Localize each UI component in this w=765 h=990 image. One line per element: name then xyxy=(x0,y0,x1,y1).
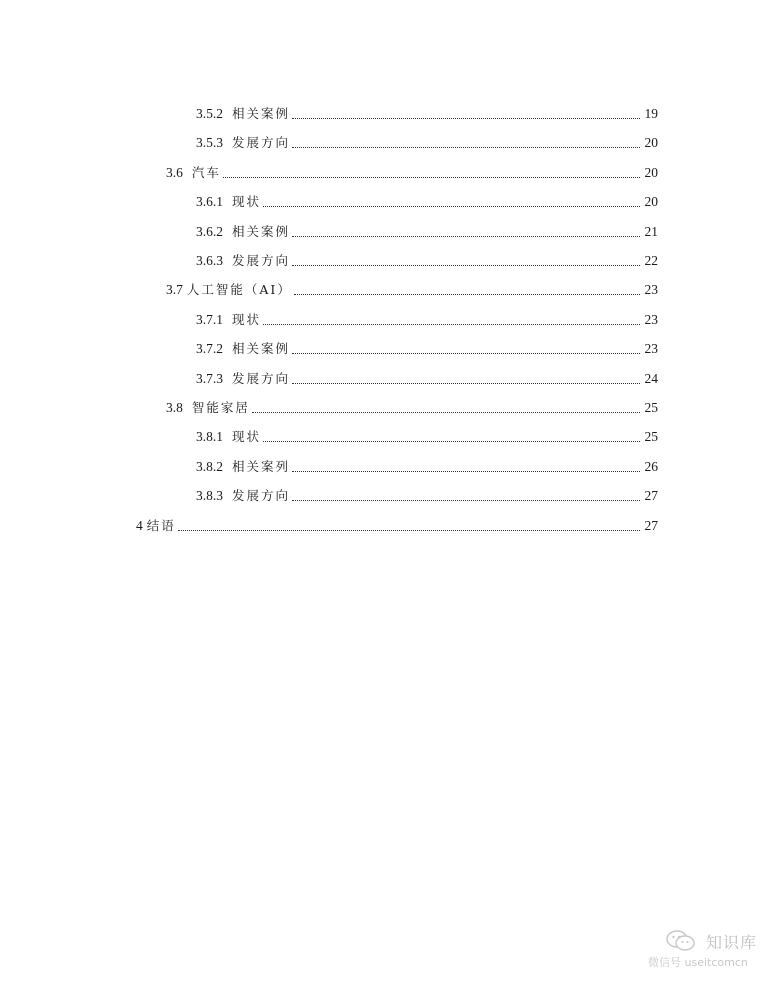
toc-entry-title: 发展方向 xyxy=(232,135,291,151)
toc-entry-number: 3.6.2 xyxy=(196,223,223,239)
toc-entry xyxy=(136,516,658,536)
toc-entry-number: 3.6.3 xyxy=(196,253,223,268)
dot-leader xyxy=(292,133,640,153)
toc-entry xyxy=(166,163,658,183)
toc-entry-title: 相关案例 xyxy=(232,341,291,357)
toc-entry-title: 结语 xyxy=(146,517,176,533)
dot-leader xyxy=(292,486,640,506)
toc-entry xyxy=(196,486,658,506)
toc-entry-title: 发展方向 xyxy=(232,370,291,386)
toc-entry xyxy=(196,310,658,330)
dot-leader xyxy=(252,398,640,418)
toc-entry-page: 23 xyxy=(644,311,658,327)
watermark-name: 知识库 xyxy=(706,933,758,952)
toc-entry xyxy=(196,427,658,447)
toc-entry-title: 相关案例 xyxy=(232,223,291,239)
toc-entry-page: 27 xyxy=(644,488,658,504)
toc-entry-page: 25 xyxy=(644,429,658,445)
toc-entry-title: 现状 xyxy=(232,194,262,210)
toc-entry xyxy=(196,104,658,124)
toc-entry-page: 26 xyxy=(644,458,658,474)
dot-leader xyxy=(263,427,640,447)
toc-entry xyxy=(166,280,658,300)
toc-entry-number: 3.6.1 xyxy=(196,194,223,210)
toc-entry-page: 20 xyxy=(644,135,658,151)
toc-entry-title: 人工智能（AI） xyxy=(186,282,292,298)
dot-leader xyxy=(263,192,640,212)
toc-entry xyxy=(196,369,658,389)
toc-entry-page: 23 xyxy=(644,282,658,298)
dot-leader xyxy=(223,163,640,183)
toc-entry-number: 3.8.2 xyxy=(196,458,223,474)
dot-leader xyxy=(178,516,640,536)
toc-entry xyxy=(196,222,658,242)
toc-entry xyxy=(196,133,658,153)
watermark-subtitle: 微信号 useitcomcn xyxy=(648,956,748,969)
toc-entry-number: 3.6 xyxy=(166,164,183,180)
toc-entry-title: 现状 xyxy=(232,311,262,327)
toc-entry-page: 24 xyxy=(644,370,658,386)
toc-entry-number: 3.8.1 xyxy=(196,429,223,445)
toc-entry-page: 27 xyxy=(644,517,658,533)
dot-leader xyxy=(292,104,640,124)
toc-entry-title: 现状 xyxy=(232,429,262,445)
toc-entry-page: 25 xyxy=(644,400,658,415)
toc-entry xyxy=(196,457,658,477)
toc-entry-number: 3.7.2 xyxy=(196,341,223,357)
dot-leader xyxy=(292,457,640,477)
toc-entry-number: 3.7.1 xyxy=(196,311,223,327)
dot-leader xyxy=(292,251,640,271)
toc-entry-number: 4 xyxy=(136,517,143,533)
toc-entry xyxy=(196,251,658,271)
toc-entry xyxy=(166,398,658,418)
toc-entry-page: 21 xyxy=(644,223,658,239)
wechat-icon xyxy=(666,930,696,952)
toc-entry-page: 22 xyxy=(644,253,658,268)
toc-entry-title: 汽车 xyxy=(191,164,221,180)
toc-entry-title: 发展方向 xyxy=(232,488,291,504)
toc-entry-number: 3.8 xyxy=(166,400,183,415)
dot-leader xyxy=(292,369,640,389)
toc-entry-page: 20 xyxy=(644,164,658,180)
toc-entry-number: 3.8.3 xyxy=(196,488,223,504)
toc-entry-page: 20 xyxy=(644,194,658,210)
toc-entry-page: 19 xyxy=(644,106,658,121)
toc-entry-title: 发展方向 xyxy=(232,253,291,268)
toc-entry-number: 3.7 xyxy=(166,282,183,298)
toc-entry-title: 相关案例 xyxy=(232,106,291,121)
dot-leader xyxy=(294,280,640,300)
toc-entry-title: 智能家居 xyxy=(191,400,250,415)
watermark xyxy=(648,928,760,972)
toc-entry-number: 3.7.3 xyxy=(196,370,223,386)
toc-entry xyxy=(196,192,658,212)
toc-entry xyxy=(196,339,658,359)
toc-entry-number: 3.5.2 xyxy=(196,106,223,121)
toc-entry-page: 23 xyxy=(644,341,658,357)
dot-leader xyxy=(263,310,640,330)
dot-leader xyxy=(292,222,640,242)
toc-entry-title: 相关案列 xyxy=(232,458,291,474)
toc-entry-number: 3.5.3 xyxy=(196,135,223,151)
dot-leader xyxy=(292,339,640,359)
